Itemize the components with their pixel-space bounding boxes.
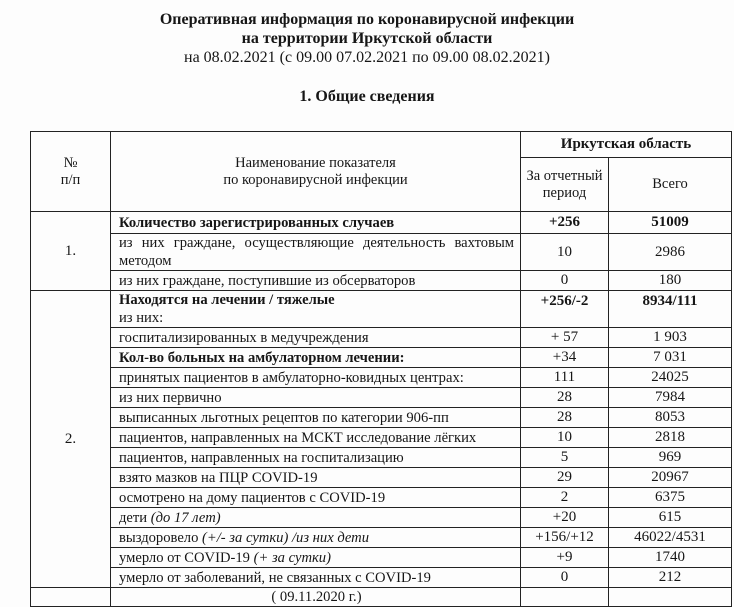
row-label-cell (111, 408, 521, 428)
table-row (31, 468, 732, 488)
row-period-value-cell: 2 (521, 488, 609, 508)
row-period-value-cell: +256/-2 (521, 291, 609, 328)
row-label-cell (111, 488, 521, 508)
row-total-value-cell: 2986 (609, 234, 732, 271)
row-period-value-cell: 29 (521, 468, 609, 488)
table-row (31, 428, 732, 448)
general-info-table (30, 131, 732, 607)
row-label-text: умерло от COVID-19 (119, 549, 254, 566)
table-row (31, 271, 732, 291)
row-total-value-cell: 46022/4531 (609, 528, 732, 548)
row-label-text: взято мазков на ПЦР COVID-19 (119, 469, 318, 486)
row-total-value-cell: 6375 (609, 488, 732, 508)
document-title-line1: Оперативная информация по коронавирусной инфекции (159, 11, 575, 28)
table-row (31, 348, 732, 368)
row-label-text: осмотрено на дому пациентов с COVID-19 (119, 489, 386, 506)
header-name-line1: Наименование показателя (235, 154, 396, 171)
row-period-value-cell: +9 (521, 548, 609, 568)
row-period-value-cell: +156/+12 (521, 528, 609, 548)
row-total-value-cell: 7984 (609, 388, 732, 408)
row-period-value-cell: 5 (521, 448, 609, 468)
document-title-line2: на территории Иркутской области (241, 30, 493, 47)
row-num-cell: 1. (31, 212, 111, 291)
header-num-col (31, 132, 111, 212)
section-heading: 1. Общие сведения (299, 88, 435, 105)
table-row (31, 488, 732, 508)
header-name-line2: по коронавирусной инфекции (223, 171, 408, 188)
row-label-text: Находятся на лечении / тяжелые (119, 292, 335, 308)
row-label-cell (111, 291, 521, 328)
row-period-value-cell: 0 (521, 568, 609, 588)
table-body (31, 212, 732, 607)
row-label-cell (111, 368, 521, 388)
row-period-value-cell (521, 588, 609, 607)
table-row (31, 234, 732, 271)
row-label-cell (111, 508, 521, 528)
row-total-value-cell: 212 (609, 568, 732, 588)
row-label-cell (111, 468, 521, 488)
row-label-cell (111, 328, 521, 348)
row-label-text: пациентов, направленных на МСКТ исследование лёгких (119, 429, 477, 446)
row-label-cell (111, 212, 521, 234)
row-label-text: принятых пациентов в амбулаторно-ковидных центрах: (119, 369, 464, 386)
table-header-row-1 (31, 132, 732, 158)
row-label-text: выписанных льготных рецептов по категории 906-пп (119, 409, 449, 426)
row-label-cell (111, 528, 521, 548)
row-label-text: из них первично (119, 389, 222, 406)
header-name-col (111, 132, 521, 212)
row-num-cell (31, 588, 111, 607)
row-total-value-cell: 180 (609, 271, 732, 291)
row-label-cell (111, 448, 521, 468)
row-label-text: госпитализированных в медучреждения (119, 329, 369, 346)
row-period-value-cell: +20 (521, 508, 609, 528)
row-label-cell (111, 388, 521, 408)
row-label-text: из них граждане, поступившие из обсерваторов (119, 272, 416, 289)
row-period-value-cell: 28 (521, 388, 609, 408)
row-period-value-cell: 0 (521, 271, 609, 291)
table-row (31, 568, 732, 588)
header-region-group: Иркутская область (521, 132, 732, 158)
row-period-value-cell: 111 (521, 368, 609, 388)
row-label-text: пациентов, направленных на госпитализацию (119, 449, 404, 466)
row-num-cell: 2. (31, 291, 111, 588)
row-period-value-cell: 10 (521, 234, 609, 271)
header-num-line2: п/п (60, 171, 81, 188)
table-row (31, 388, 732, 408)
row-label-cell (111, 271, 521, 291)
row-total-value-cell: 24025 (609, 368, 732, 388)
table-row (31, 328, 732, 348)
row-total-value-cell: 8053 (609, 408, 732, 428)
table-row (31, 448, 732, 468)
document-title-line3: на 08.02.2021 (с 09.00 07.02.2021 по 09.00 08.02.2021) (184, 49, 550, 66)
row-label-text: из них граждане, осуществляющие деятельность вахтовым методом (119, 235, 514, 269)
table-row (31, 291, 732, 328)
row-label-cell (111, 568, 521, 588)
row-label-text: (+/- за сутки) /из них дети (202, 529, 370, 546)
row-label-cell (111, 234, 521, 271)
table-row (31, 508, 732, 528)
row-total-value-cell: 7 031 (609, 348, 732, 368)
table-row-partial (31, 588, 732, 607)
row-total-value-cell: 8934/111 (609, 291, 732, 328)
row-period-value-cell: 28 (521, 408, 609, 428)
row-label-cell (111, 348, 521, 368)
row-total-value-cell: 1740 (609, 548, 732, 568)
header-total-col: Всего (609, 158, 732, 212)
row-total-value-cell: 2818 (609, 428, 732, 448)
row-total-value-cell: 51009 (609, 212, 732, 234)
row-label-cell (111, 548, 521, 568)
row-label-text: Кол-во больных на амбулаторном лечении: (119, 349, 405, 366)
table-row (31, 548, 732, 568)
row-label-text: из них: (119, 310, 164, 326)
header-num-line1: № (63, 154, 78, 171)
row-label-text: выздоровело (119, 529, 203, 546)
table-row (31, 212, 732, 234)
row-total-value-cell: 969 (609, 448, 732, 468)
row-label-text: (+ за сутки) (253, 549, 331, 566)
row-label-text: умерло от заболеваний, не связанных с COVID-19 (119, 569, 431, 586)
row-label-text: Количество зарегистрированных случаев (119, 214, 395, 231)
row-label-text: дети (119, 509, 151, 526)
row-period-value-cell: +256 (521, 212, 609, 234)
row-period-value-cell: +34 (521, 348, 609, 368)
row-total-value-cell (609, 588, 732, 607)
row-label-cell (111, 588, 521, 607)
table-row (31, 528, 732, 548)
header-period-col: За отчетный период (521, 158, 609, 212)
row-period-value-cell: + 57 (521, 328, 609, 348)
table-row (31, 408, 732, 428)
row-period-value-cell: 10 (521, 428, 609, 448)
row-label-cell (111, 428, 521, 448)
row-total-value-cell: 20967 (609, 468, 732, 488)
row-label-text: ( 09.11.2020 г.) (271, 589, 362, 605)
row-label-text: (до 17 лет) (150, 509, 221, 526)
row-total-value-cell: 615 (609, 508, 732, 528)
table-row (31, 368, 732, 388)
row-total-value-cell: 1 903 (609, 328, 732, 348)
